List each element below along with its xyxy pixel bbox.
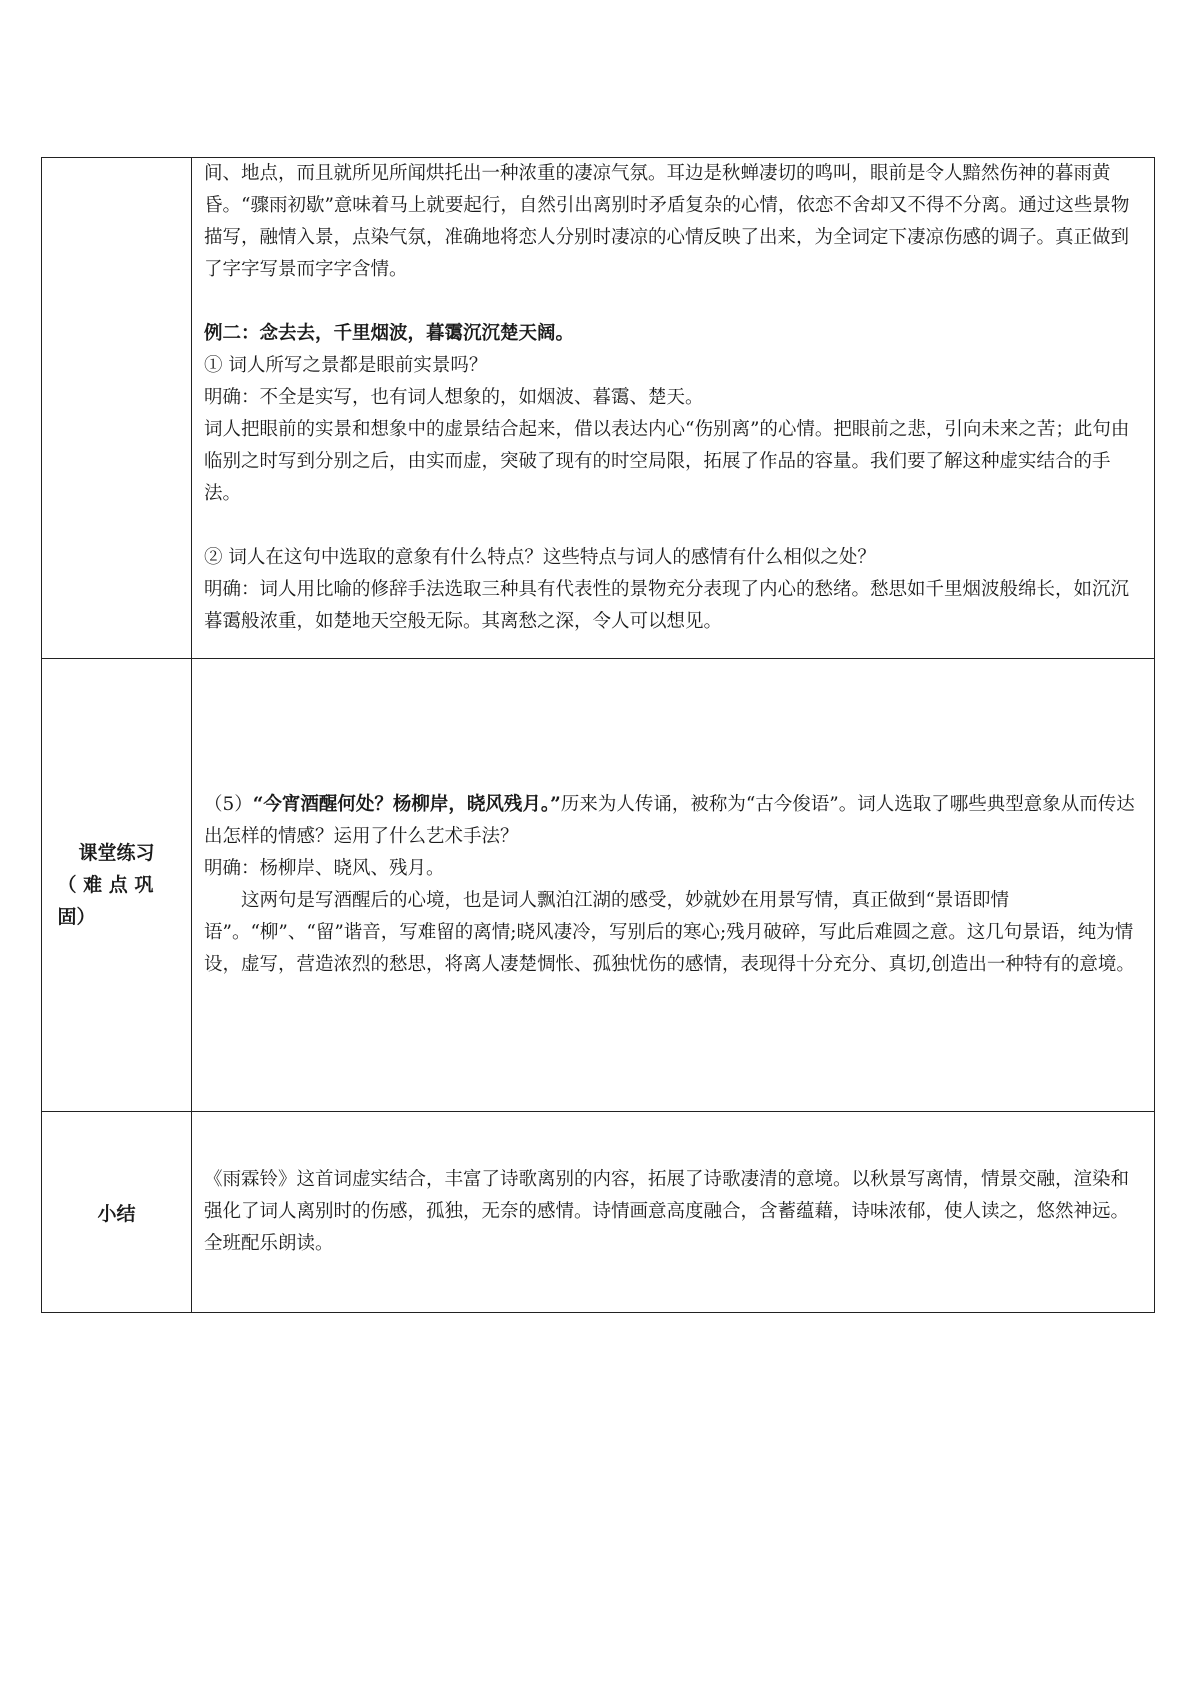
row-label-practice: [42, 659, 192, 1112]
practice-question: [204, 789, 1142, 853]
answer-1-detail: 词人把眼前的实景和想象中的虚景结合起来，借以表达内心“伤别离”的心情。把眼前之悲，引向未来之苦；此句由临别之时写到分别之后，由实而虚，突破了现有的时空局限，拓展了作品的容量。我们要了解这种虚实结合的手法。: [204, 419, 1130, 504]
practice-label-line3: 固）: [57, 906, 96, 928]
question-text: 历来为人传诵，被称为“古今俊语”。词人选取了哪些典型意象从而传达出怎样的情感？运用了什么艺术手法？: [204, 794, 1135, 847]
practice-label-line1: 课堂练习: [78, 842, 155, 864]
spacer: [204, 286, 1142, 318]
analysis-content: [192, 158, 1155, 659]
answer-1: 明确：不全是实写，也有词人想象的，如烟波、暮霭、楚天。: [204, 387, 704, 408]
spacer: [204, 510, 1142, 542]
analysis-paragraph: 间、地点，而且就所见所闻烘托出一种浓重的凄凉气氛。耳边是秋蝉凄切的鸣叫，眼前是令人黯然伤神的暮雨黄昏。“骤雨初歇”意味着马上就要起行，自然引出离别时矛盾复杂的心情，依恋不舍却又不得不分离。通过这些景物描写，融情入景，点染气氛，准确地将恋人分别时凄凉的心情反映了出来，为全词定下凄凉伤感的调子。真正做到了字字写景而字字含情。: [204, 163, 1130, 280]
table-row-practice: [42, 659, 1155, 1112]
row-label-empty: [42, 158, 192, 659]
answer-2: 明确：词人用比喻的修辞手法选取三种具有代表性的景物充分表现了内心的愁绪。愁思如千里烟波般绵长，如沉沉暮霭般浓重，如楚地天空般无际。其离愁之深，令人可以想见。: [204, 579, 1130, 632]
practice-label-line2: （ 难 点 巩: [57, 874, 154, 896]
table-row-analysis: [42, 158, 1155, 659]
lesson-plan-table: [41, 157, 1155, 1313]
table-row-summary: [42, 1112, 1155, 1313]
row-label-summary: [42, 1112, 192, 1313]
practice-content: [192, 659, 1155, 1112]
summary-label: 小结: [97, 1202, 136, 1225]
practice-answer: 明确：杨柳岸、晓风、残月。: [204, 858, 445, 879]
summary-paragraph: 《雨霖铃》这首词虚实结合，丰富了诗歌离别的内容，拓展了诗歌凄清的意境。以秋景写离情，情景交融，渲染和强化了词人离别时的伤感，孤独，无奈的感情。诗情画意高度融合，含蓄蕴藉，诗味浓郁，使人读之，悠然神远。: [204, 1169, 1130, 1222]
summary-closing: 全班配乐朗读。: [204, 1233, 334, 1254]
question-2: ② 词人在这句中选取的意象有什么特点？这些特点与词人的感情有什么相似之处？: [204, 547, 876, 568]
example-heading: 例二：念去去，千里烟波，暮霭沉沉楚天阔。: [204, 323, 575, 344]
question-quote: “今宵酒醒何处？杨柳岸，晓风残月。”: [252, 794, 561, 815]
summary-content: [192, 1112, 1155, 1313]
practice-analysis: 这两句是写酒醒后的心境，也是词人飘泊江湖的感受，妙就妙在用景写情，真正做到“景语即情语”。“柳”、“留”谐音，写难留的离情;晓风凄冷，写别后的寒心;残月破碎，写此后难圆之意。这几句景语，纯为情设，虚写，营造浓烈的愁思，将离人凄楚惆怅、孤独忧伤的感情，表现得十分充分、真切,创造出一种特有的意境。: [204, 890, 1135, 975]
question-number: （5）: [204, 794, 253, 815]
question-1: ① 词人所写之景都是眼前实景吗？: [204, 355, 488, 376]
